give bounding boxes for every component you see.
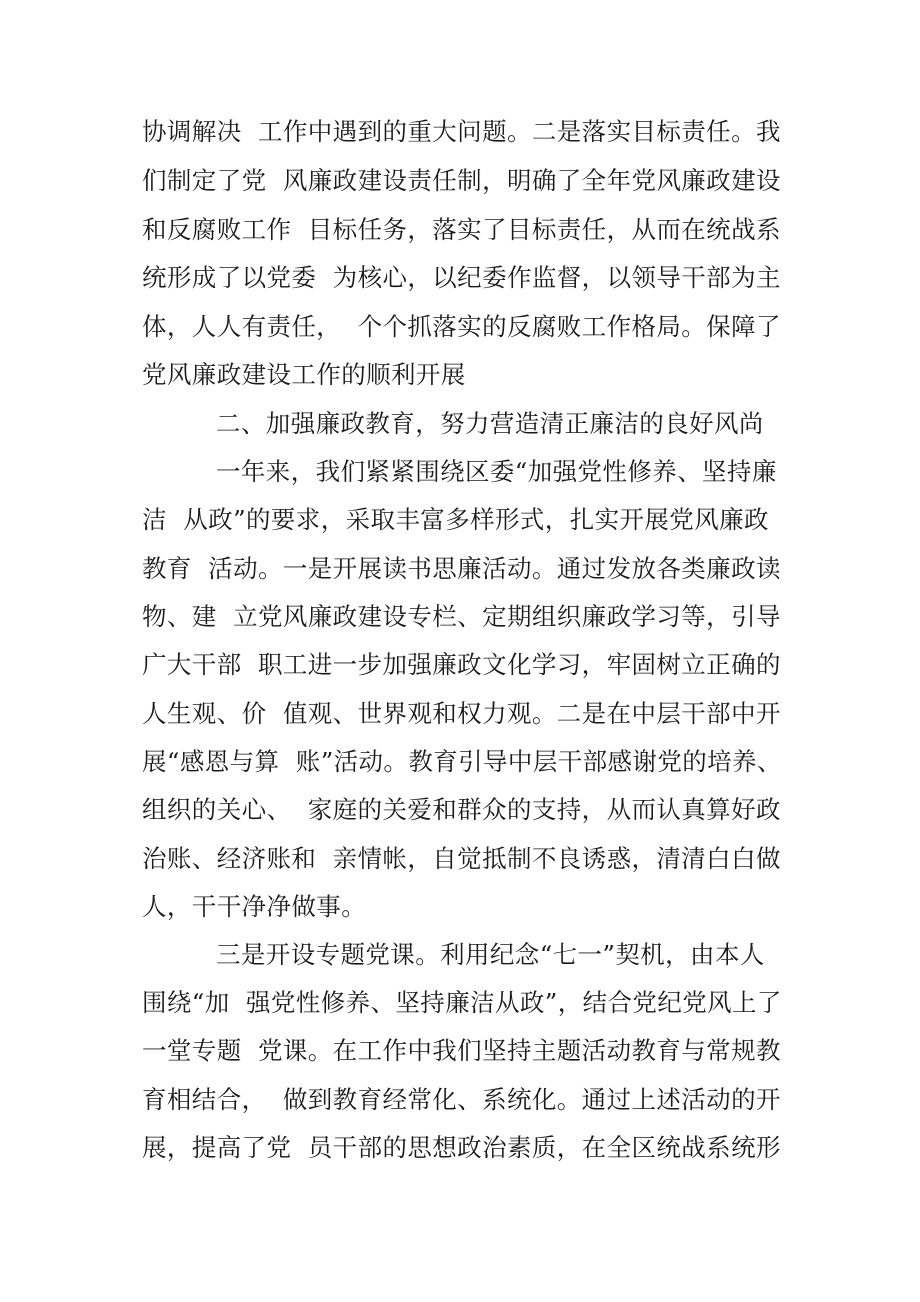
text-line: 和反腐败工作 目标任务，落实了目标责任，从而在统战系	[142, 215, 781, 244]
text-line: 广大干部 职工进一步加强廉政文化学习，牢固树立正确的	[142, 650, 781, 679]
section-heading: 二、加强廉政教育，努力营造清正廉洁的良好风尚	[216, 409, 764, 438]
text-line: 围绕“加 强党性修养、坚持廉洁从政”，结合党纪党风上了	[142, 988, 782, 1017]
text-line: 一堂专题 党课。在工作中我们坚持主题活动教育与常规教	[142, 1036, 781, 1065]
text-line: 展“感恩与算 账”活动。教育引导中层干部感谢党的培养、	[142, 747, 782, 776]
text-line: 协调解决 工作中遇到的重大问题。二是落实目标责任。我	[142, 117, 781, 146]
paragraph-first-line: 三是开设专题党课。利用纪念“七一”契机，由本人	[216, 940, 765, 969]
text-line: 洁 从政”的要求，采取丰富多样形式，扎实开展党风廉政	[142, 505, 769, 534]
text-line: 党风廉政建设工作的顺利开展	[142, 360, 466, 389]
text-line: 体，人人有责任， 个个抓落实的反腐败工作格局。保障了	[142, 312, 781, 341]
text-line: 统形成了以党委 为核心，以纪委作监督，以领导干部为主	[142, 263, 781, 292]
paragraph-first-line: 一年来，我们紧紧围绕区委“加强党性修养、坚持廉	[216, 457, 777, 486]
text-line: 人生观、价 值观、世界观和权力观。二是在中层干部中开	[142, 699, 781, 728]
text-line: 教育 活动。一是开展读书思廉活动。通过发放各类廉政读	[142, 554, 781, 583]
text-line: 育相结合， 做到教育经常化、系统化。通过上述活动的开	[142, 1085, 781, 1114]
text-line: 人，干干净净做事。	[142, 892, 367, 921]
text-line: 治账、经济账和 亲情帐，自觉抵制不良诱惑，清清白白做	[142, 844, 781, 873]
text-line: 物、建 立党风廉政建设专栏、定期组织廉政学习等，引导	[142, 602, 781, 631]
text-line: 们制定了党 风廉政建设责任制，明确了全年党风廉政建设	[142, 166, 781, 195]
text-line: 组织的关心、 家庭的关爱和群众的支持，从而认真算好政	[142, 795, 781, 824]
text-line: 展，提高了党 员干部的思想政治素质，在全区统战系统形	[142, 1133, 781, 1162]
